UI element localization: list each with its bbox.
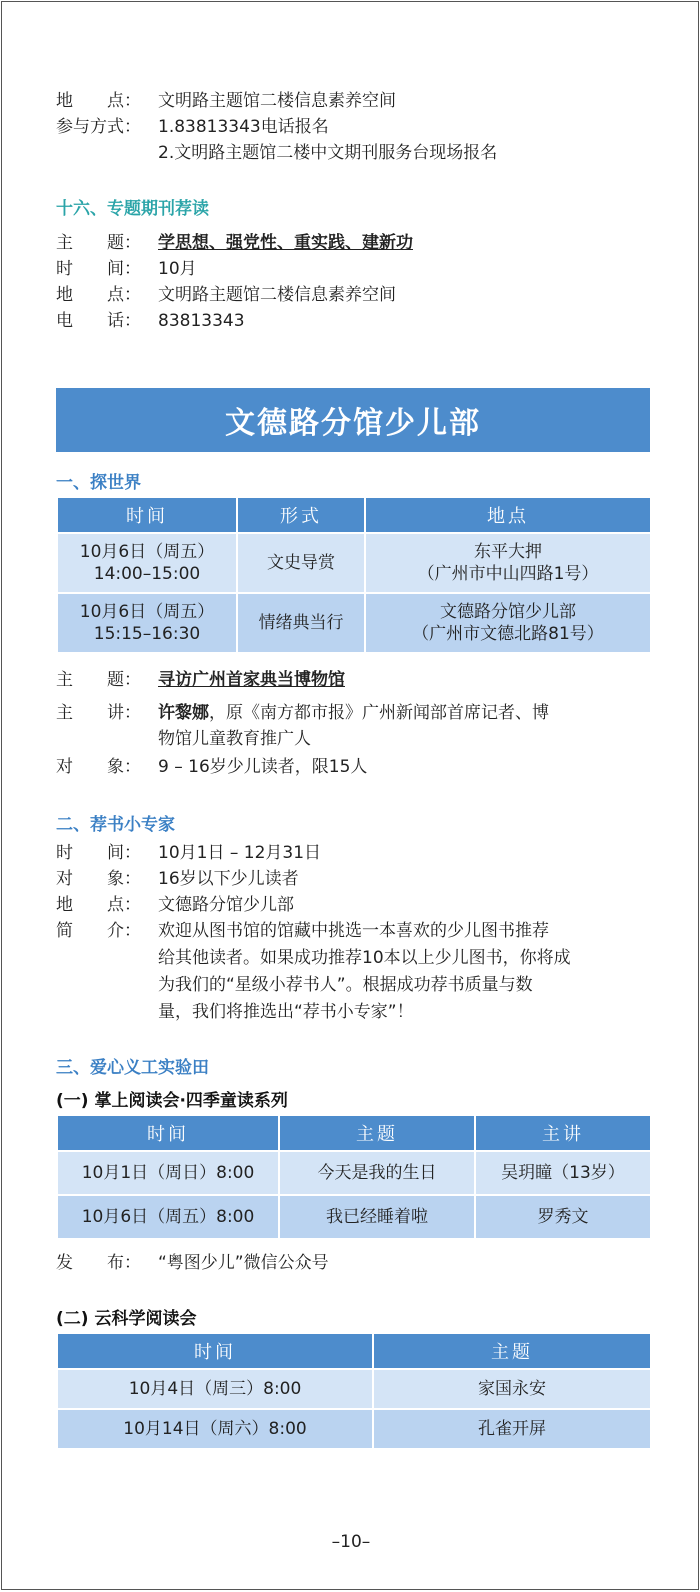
header-form: 形式	[237, 497, 365, 533]
sec1-target-row	[56, 754, 656, 780]
location-value: 文明路主题馆二楼信息素养空间	[158, 91, 396, 111]
speaker-cell: 罗秀文	[475, 1195, 651, 1239]
time-cell	[57, 593, 237, 653]
place-address: （广州市文德北路81号）	[412, 624, 604, 644]
page-number: –10–	[331, 1532, 371, 1552]
time-cell: 10月4日（周三）8:00	[57, 1369, 373, 1409]
header-time: 时间	[57, 1115, 279, 1151]
page	[1, 1, 699, 1590]
reading-table	[56, 1114, 652, 1240]
target-value: 16岁以下少儿读者	[158, 869, 299, 889]
date: 10月6日（周五）	[79, 602, 215, 622]
section-2-title: 二、荐书小专家	[56, 815, 175, 835]
intro-line: 给其他读者。如果成功推荐10本以上少儿图书，你将成	[158, 948, 571, 968]
publish-row	[56, 1250, 656, 1276]
publish-label: 发 布：	[56, 1253, 141, 1273]
target-label: 对 象：	[56, 869, 141, 889]
place-name: 文德路分馆少儿部	[440, 602, 576, 622]
place-label: 地 点：	[56, 895, 141, 915]
table-row	[57, 533, 651, 593]
theme-cell: 今天是我的生日	[279, 1151, 475, 1195]
intro-line: 为我们的“星级小荐书人”。根据成功荐书质量与数	[158, 975, 533, 995]
location-label: 地 点：	[56, 91, 141, 111]
speaker-desc-2: 物馆儿童教育推广人	[158, 729, 311, 749]
theme-cell: 家国永安	[373, 1369, 651, 1409]
time-value: 10月	[158, 259, 197, 279]
theme-cell: 孔雀开屏	[373, 1409, 651, 1449]
location-row	[56, 88, 656, 114]
speaker-desc: ，原《南方都市报》广州新闻部首席记者、博	[209, 703, 549, 723]
table-header-row	[57, 1333, 651, 1369]
section-1-title: 一、探世界	[56, 473, 141, 493]
place-cell	[365, 593, 651, 653]
subsection-2-title: (二) 云科学阅读会	[56, 1309, 197, 1329]
science-table	[56, 1332, 652, 1450]
section-16-title: 十六、专题期刊荐读	[56, 199, 209, 219]
header-theme: 主题	[279, 1115, 475, 1151]
form-cell: 情绪典当行	[237, 593, 365, 653]
table-header-row	[57, 1115, 651, 1151]
sec2-place-row	[56, 892, 656, 918]
phone-value: 83813343	[158, 311, 245, 331]
subsection-1-title: (一) 掌上阅读会·四季童读系列	[56, 1091, 288, 1111]
sec1-speaker-row	[56, 700, 656, 726]
header-theme: 主题	[373, 1333, 651, 1369]
target-label: 对 象：	[56, 757, 141, 777]
header-place: 地点	[365, 497, 651, 533]
table-row	[57, 1195, 651, 1239]
time-cell: 10月1日（周日）8:00	[57, 1151, 279, 1195]
speaker-name: 许黎娜	[158, 703, 209, 723]
place-cell	[365, 533, 651, 593]
theme-cell: 我已经睡着啦	[279, 1195, 475, 1239]
speaker-label: 主 讲：	[56, 703, 141, 723]
section-3-title: 三、爱心义工实验田	[56, 1058, 209, 1078]
date: 10月6日（周五）	[79, 542, 215, 562]
method-2: 2.文明路主题馆二楼中文期刊服务台现场报名	[158, 143, 498, 163]
table-header-row	[57, 497, 651, 533]
header-time: 时间	[57, 1333, 373, 1369]
intro-label: 简 介：	[56, 921, 141, 941]
time-cell: 10月14日（周六）8:00	[57, 1409, 373, 1449]
table-row	[57, 593, 651, 653]
sec16-phone-row	[56, 308, 656, 334]
speaker-cell: 吴玥瞳（13岁）	[475, 1151, 651, 1195]
sec16-theme-row	[56, 230, 656, 256]
time-cell: 10月6日（周五）8:00	[57, 1195, 279, 1239]
method-1: 1.83813343电话报名	[158, 117, 329, 137]
explore-table	[56, 496, 652, 654]
method-label: 参与方式：	[56, 117, 141, 137]
theme-label: 主 题：	[56, 233, 141, 253]
place-address: （广州市中山四路1号）	[417, 564, 599, 584]
sec2-intro-row	[56, 918, 656, 944]
header-time: 时间	[57, 497, 237, 533]
sec16-place-row	[56, 282, 656, 308]
time-label: 时 间：	[56, 259, 141, 279]
place-value: 文德路分馆少儿部	[158, 895, 294, 915]
sec16-time-row	[56, 256, 656, 282]
target-value: 9 – 16岁少儿读者，限15人	[158, 757, 368, 777]
time: 14:00–15:00	[93, 564, 201, 584]
time-cell	[57, 533, 237, 593]
sec2-time-row	[56, 840, 656, 866]
theme-label: 主 题：	[56, 670, 141, 690]
method-row	[56, 114, 656, 140]
table-row	[57, 1409, 651, 1449]
sec2-target-row	[56, 866, 656, 892]
place-name: 东平大押	[474, 542, 542, 562]
theme-value: 寻访广州首家典当博物馆	[158, 670, 345, 690]
table-row	[57, 1151, 651, 1195]
form-cell: 文史导赏	[237, 533, 365, 593]
time: 15:15–16:30	[93, 624, 201, 644]
theme-value: 学思想、强党性、重实践、建新功	[158, 233, 413, 253]
publish-value: “粤图少儿”微信公众号	[158, 1253, 329, 1273]
time-value: 10月1日 – 12月31日	[158, 843, 322, 863]
header-speaker: 主讲	[475, 1115, 651, 1151]
intro-line: 量，我们将推选出“荐书小专家”！	[158, 1002, 414, 1022]
place-label: 地 点：	[56, 285, 141, 305]
place-value: 文明路主题馆二楼信息素养空间	[158, 285, 396, 305]
table-row	[57, 1369, 651, 1409]
intro-line: 欢迎从图书馆的馆藏中挑选一本喜欢的少儿图书推荐	[158, 921, 549, 941]
time-label: 时 间：	[56, 843, 141, 863]
section-banner: 文德路分馆少儿部	[56, 388, 650, 452]
phone-label: 电 话：	[56, 311, 141, 331]
sec1-theme-row	[56, 667, 656, 693]
